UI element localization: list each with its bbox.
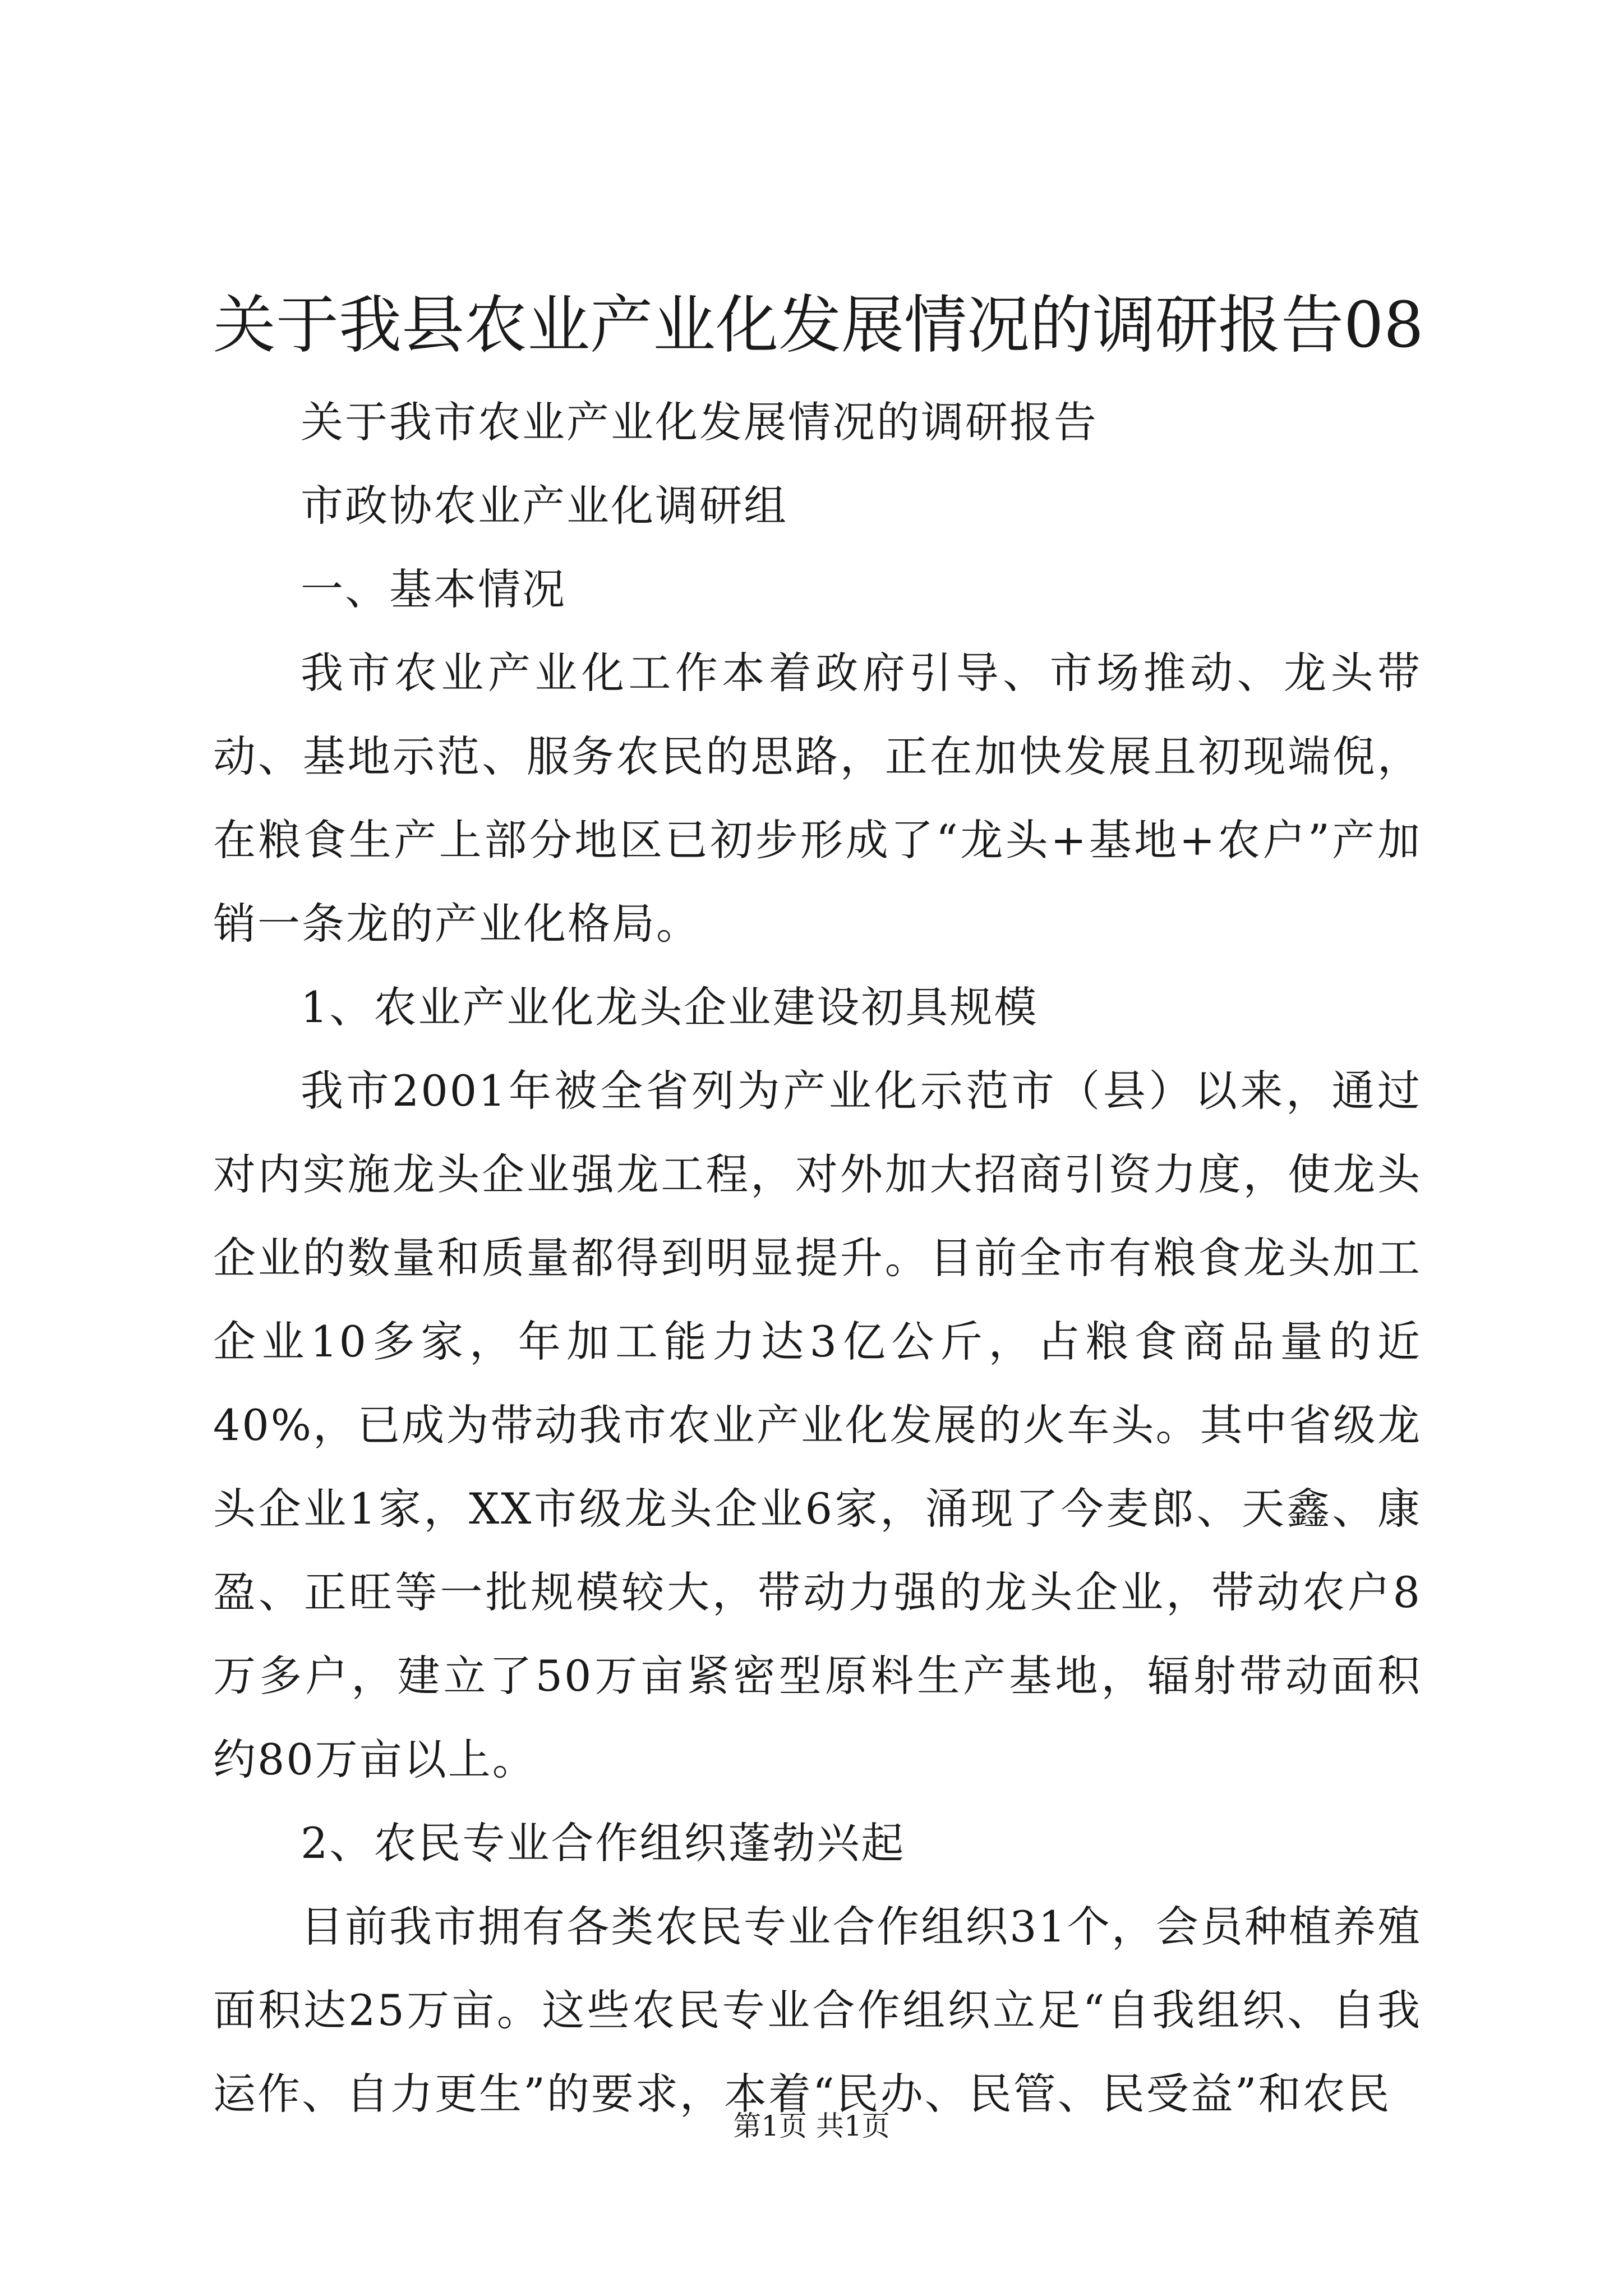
- subheading-cooperatives: 2、农民专业合作组织蓬勃兴起: [301, 1818, 906, 1868]
- document-body: [213, 380, 1422, 2136]
- document-title: 关于我县农业产业化发展情况的调研报告08: [213, 289, 1424, 362]
- report-author: 市政协农业产业化调研组: [301, 481, 788, 531]
- paragraph-leading-enterprises: 我市2001年被全省列为产业化示范市（县）以来，通过对内实施龙头企业强龙工程，对外加大招商引资力度，使龙头企业的数量和质量都得到明显提升。目前全市有粮食龙头加工企业10多家，年加工能力达3亿公斤，占粮食商品量的近40%，已成为带动我市农业产业化发展的火车头。其中省级龙头企业1家，XX市级龙头企业6家，涌现了今麦郎、天鑫、康盈、正旺等一批规模较大，带动力强的龙头企业，带动农户8万多户，建立了50万亩紧密型原料生产基地，辐射带动面积约80万亩以上。: [213, 1066, 1422, 1784]
- paragraph-cooperatives: 目前我市拥有各类农民专业合作组织31个，会员种植养殖面积达25万亩。这些农民专业合作组织立足“自我组织、自我运作、自力更生”的要求，本着“民办、民管、民受益”和农民: [213, 1902, 1422, 2119]
- paragraph-overview: 我市农业产业化工作本着政府引导、市场推动、龙头带动、基地示范、服务农民的思路，正在加快发展且初现端倪，在粮食生产上部分地区已初步形成了“龙头+基地+农户”产加销一条龙的产业化格局。: [213, 648, 1422, 949]
- page-footer: 第1页 共1页: [733, 2110, 890, 2142]
- section-heading-basic-situation: 一、基本情况: [301, 564, 566, 614]
- report-subtitle: 关于我市农业产业化发展情况的调研报告: [301, 397, 1098, 447]
- subheading-leading-enterprises: 1、农业产业化龙头企业建设初具规模: [301, 982, 1039, 1032]
